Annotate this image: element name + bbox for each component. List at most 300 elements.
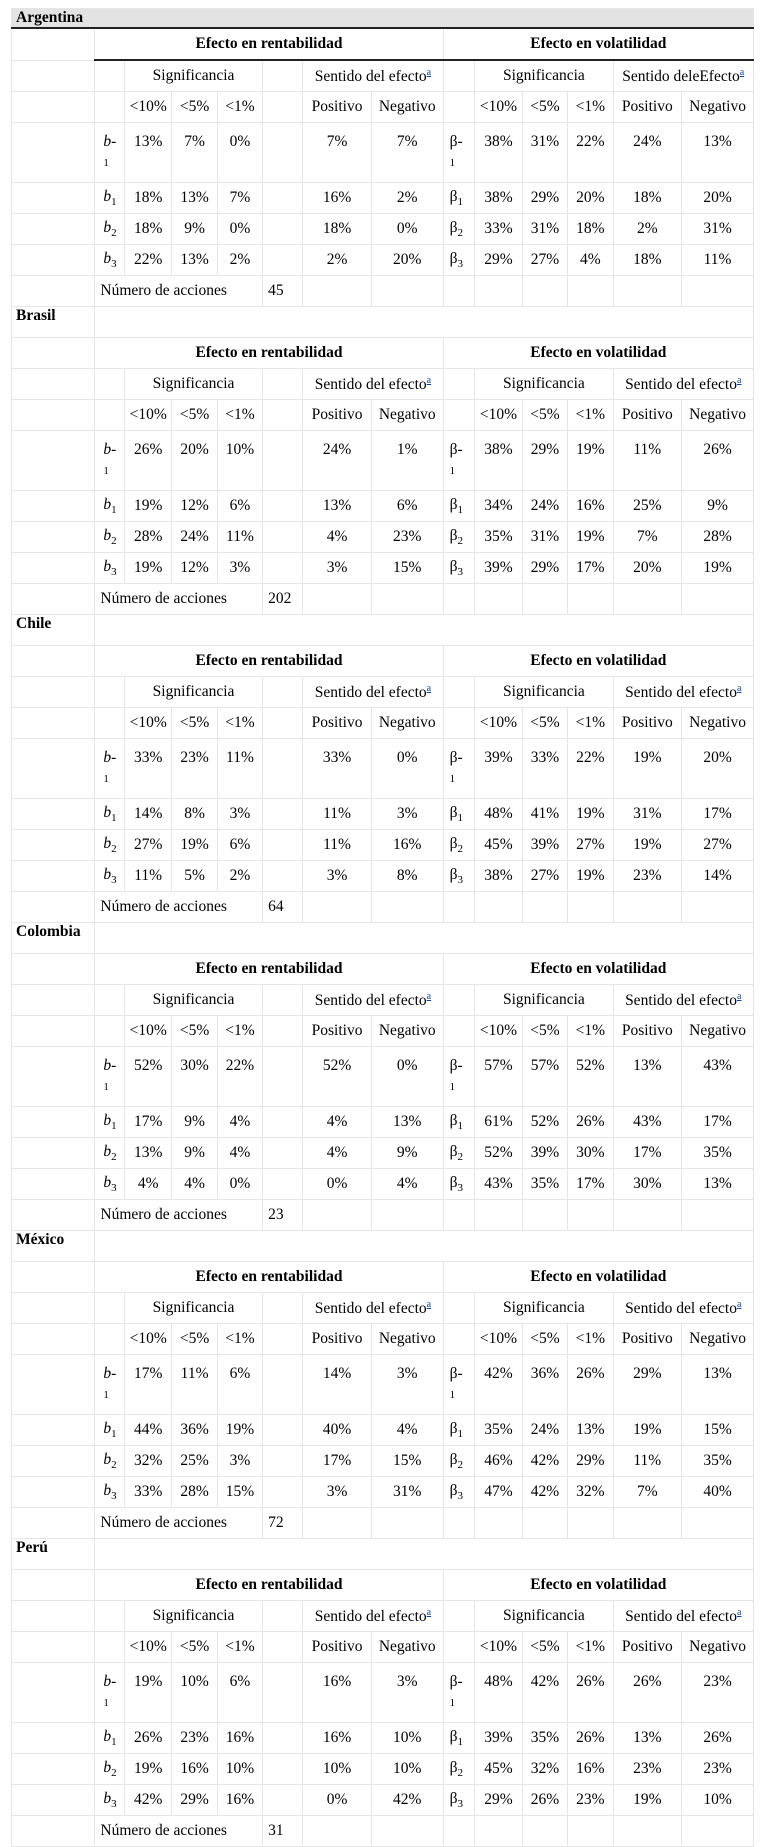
value-cell: 6% bbox=[217, 1663, 262, 1723]
footnote-link[interactable]: a bbox=[739, 66, 745, 78]
empty-cell bbox=[613, 1816, 682, 1847]
level-5: <5% bbox=[522, 1016, 567, 1047]
empty-cell bbox=[263, 553, 303, 584]
value-cell: 29% bbox=[522, 553, 567, 584]
significancia-header: Significancia bbox=[475, 1293, 613, 1324]
value-cell: 26% bbox=[522, 1785, 567, 1816]
coef-label-b bbox=[95, 830, 125, 861]
value-cell: 13% bbox=[613, 1047, 682, 1107]
value-cell: 0% bbox=[303, 1169, 372, 1200]
value-cell: 31% bbox=[522, 522, 567, 553]
value-cell: 52% bbox=[522, 1107, 567, 1138]
coef-label-b bbox=[95, 739, 125, 799]
sentido-label: Sentido deleEfecto bbox=[622, 67, 740, 85]
value-cell: 45% bbox=[475, 1754, 522, 1785]
value-cell: 7% bbox=[613, 1477, 682, 1508]
group-volatilidad: Efecto en volatilidad bbox=[443, 646, 753, 677]
empty-cell bbox=[12, 522, 95, 553]
coef-symbol: b bbox=[103, 1727, 112, 1745]
coef-label-beta bbox=[443, 739, 475, 799]
value-cell: 7% bbox=[303, 123, 372, 183]
value-cell: 3% bbox=[217, 553, 262, 584]
positivo-header: Positivo bbox=[613, 92, 682, 123]
value-cell: 14% bbox=[124, 799, 171, 830]
empty-cell bbox=[613, 276, 682, 307]
value-cell: 52% bbox=[475, 1138, 522, 1169]
coefficient-row bbox=[12, 522, 754, 553]
group-rentabilidad: Efecto en rentabilidad bbox=[95, 1262, 443, 1293]
significancia-header: Significancia bbox=[124, 369, 262, 400]
coef-subscript: 2 bbox=[111, 842, 117, 855]
value-cell: 17% bbox=[613, 1138, 682, 1169]
empty-cell bbox=[263, 123, 303, 183]
coef-subscript: 3 bbox=[457, 1181, 463, 1194]
empty-cell bbox=[263, 1663, 303, 1723]
coef-symbol: b bbox=[103, 1419, 112, 1437]
sentido-header bbox=[613, 1293, 754, 1324]
positivo-header: Positivo bbox=[303, 92, 372, 123]
sentido-header bbox=[613, 369, 754, 400]
coef-subscript: 1 bbox=[103, 1389, 109, 1402]
footnote-link[interactable]: a bbox=[426, 66, 432, 78]
num-acciones-row bbox=[12, 584, 754, 615]
empty-cell bbox=[12, 60, 95, 92]
level-5: <5% bbox=[522, 92, 567, 123]
coef-label-b bbox=[95, 861, 125, 892]
num-acciones-label: Número de acciones bbox=[95, 892, 263, 923]
empty-cell bbox=[443, 1508, 475, 1539]
value-cell: 4% bbox=[217, 1107, 262, 1138]
coefficient-row bbox=[12, 1047, 754, 1107]
value-cell: 32% bbox=[124, 1446, 171, 1477]
value-cell: 22% bbox=[568, 739, 613, 799]
coefficient-row bbox=[12, 1477, 754, 1508]
empty-cell bbox=[303, 276, 372, 307]
value-cell: 20% bbox=[172, 431, 217, 491]
negativo-header: Negativo bbox=[371, 92, 443, 123]
value-cell: 22% bbox=[124, 245, 171, 276]
sentido-label: Sentido del efecto bbox=[314, 683, 427, 701]
value-cell: 14% bbox=[303, 1355, 372, 1415]
num-acciones-label: Número de acciones bbox=[95, 584, 263, 615]
empty-cell bbox=[95, 92, 125, 123]
empty-cell bbox=[263, 861, 303, 892]
empty-cell bbox=[263, 1138, 303, 1169]
significancia-header: Significancia bbox=[475, 677, 613, 708]
value-cell: 19% bbox=[613, 739, 682, 799]
empty-cell bbox=[12, 954, 95, 985]
footnote-link[interactable]: a bbox=[736, 1298, 742, 1310]
significancia-header: Significancia bbox=[124, 677, 262, 708]
level-header-row bbox=[12, 708, 754, 739]
coef-symbol: β bbox=[449, 441, 458, 458]
value-cell: 13% bbox=[682, 1169, 754, 1200]
lag-mark: - bbox=[111, 1673, 117, 1690]
value-cell: 52% bbox=[124, 1047, 171, 1107]
coef-symbol: β bbox=[449, 803, 458, 821]
empty-cell bbox=[443, 1816, 475, 1847]
coef-symbol: b bbox=[103, 1450, 112, 1468]
empty-cell bbox=[12, 1446, 95, 1477]
empty-cell bbox=[371, 1200, 443, 1231]
empty-cell bbox=[443, 1324, 475, 1355]
empty-cell bbox=[12, 1262, 95, 1293]
value-cell: 10% bbox=[303, 1754, 372, 1785]
group-volatilidad: Efecto en volatilidad bbox=[443, 1570, 753, 1601]
value-cell: 20% bbox=[682, 739, 754, 799]
significancia-header: Significancia bbox=[124, 1601, 262, 1632]
level-10: <10% bbox=[124, 1324, 171, 1355]
lag-mark: - bbox=[457, 1057, 463, 1074]
value-cell: 20% bbox=[568, 183, 613, 214]
lag-mark: - bbox=[457, 441, 463, 458]
empty-cell bbox=[522, 1816, 567, 1847]
coef-subscript: 2 bbox=[457, 226, 463, 239]
coef-subscript: 1 bbox=[449, 1081, 456, 1094]
coef-label-beta bbox=[443, 861, 475, 892]
coefficient-row bbox=[12, 739, 754, 799]
coef-label-b bbox=[95, 1477, 125, 1508]
value-cell: 27% bbox=[568, 830, 613, 861]
coef-subscript: 1 bbox=[457, 1735, 463, 1748]
value-cell: 15% bbox=[371, 1446, 443, 1477]
value-cell: 33% bbox=[475, 214, 522, 245]
value-cell: 29% bbox=[475, 1785, 522, 1816]
empty-cell bbox=[522, 276, 567, 307]
coef-subscript: 3 bbox=[457, 873, 463, 886]
subheader-row bbox=[12, 1601, 754, 1632]
value-cell: 26% bbox=[124, 431, 171, 491]
value-cell: 16% bbox=[303, 1723, 372, 1754]
empty-cell bbox=[682, 1816, 754, 1847]
positivo-header: Positivo bbox=[303, 708, 372, 739]
coef-symbol: b bbox=[103, 1057, 112, 1074]
coef-subscript: 1 bbox=[103, 773, 109, 786]
coef-symbol: β bbox=[449, 133, 458, 150]
coef-subscript: 2 bbox=[457, 842, 463, 855]
value-cell: 6% bbox=[217, 1355, 262, 1415]
value-cell: 2% bbox=[613, 214, 682, 245]
coef-label-beta bbox=[443, 1785, 475, 1816]
sentido-header bbox=[613, 1601, 754, 1632]
coef-label-b bbox=[95, 1663, 125, 1723]
coef-subscript: 1 bbox=[457, 1119, 463, 1132]
level-1: <1% bbox=[217, 400, 262, 431]
empty-cell bbox=[443, 92, 475, 123]
coef-label-beta bbox=[443, 1138, 475, 1169]
coef-subscript: 3 bbox=[457, 257, 463, 270]
level-header-row bbox=[12, 92, 754, 123]
footnote-link[interactable]: a bbox=[426, 990, 432, 1002]
coef-subscript: 1 bbox=[449, 465, 456, 478]
value-cell: 33% bbox=[124, 1477, 171, 1508]
level-10: <10% bbox=[124, 1016, 171, 1047]
value-cell: 6% bbox=[217, 830, 262, 861]
footnote-link[interactable]: a bbox=[426, 1606, 432, 1618]
value-cell: 13% bbox=[568, 1415, 613, 1446]
empty-cell bbox=[475, 1816, 522, 1847]
coefficient-row bbox=[12, 861, 754, 892]
country-name: Brasil bbox=[12, 307, 95, 338]
value-cell: 26% bbox=[682, 1723, 754, 1754]
empty-cell bbox=[95, 615, 754, 646]
empty-cell bbox=[522, 584, 567, 615]
coef-subscript: 3 bbox=[111, 565, 117, 578]
empty-cell bbox=[12, 1785, 95, 1816]
empty-cell bbox=[263, 1047, 303, 1107]
group-header-row bbox=[12, 646, 754, 677]
value-cell: 35% bbox=[475, 1415, 522, 1446]
value-cell: 17% bbox=[303, 1446, 372, 1477]
coef-symbol: b bbox=[103, 1111, 112, 1129]
footnote-link[interactable]: a bbox=[426, 682, 432, 694]
lag-mark: - bbox=[457, 749, 463, 766]
coef-symbol: β bbox=[449, 1365, 458, 1382]
empty-cell bbox=[263, 677, 303, 708]
num-acciones-row bbox=[12, 892, 754, 923]
group-rentabilidad: Efecto en rentabilidad bbox=[95, 954, 443, 985]
empty-cell bbox=[12, 1138, 95, 1169]
value-cell: 28% bbox=[172, 1477, 217, 1508]
empty-cell bbox=[475, 584, 522, 615]
lag-mark: - bbox=[457, 133, 463, 150]
positivo-header: Positivo bbox=[613, 708, 682, 739]
empty-cell bbox=[263, 1293, 303, 1324]
num-acciones-row bbox=[12, 1508, 754, 1539]
footnote-link[interactable]: a bbox=[736, 1606, 742, 1618]
sentido-header bbox=[303, 1601, 443, 1632]
coef-subscript: 3 bbox=[457, 1489, 463, 1502]
value-cell: 19% bbox=[124, 491, 171, 522]
coef-subscript: 1 bbox=[457, 195, 463, 208]
value-cell: 52% bbox=[303, 1047, 372, 1107]
positivo-header: Positivo bbox=[613, 1324, 682, 1355]
positivo-header: Positivo bbox=[303, 1324, 372, 1355]
group-rentabilidad: Efecto en rentabilidad bbox=[95, 28, 443, 60]
value-cell: 16% bbox=[172, 1754, 217, 1785]
value-cell: 9% bbox=[172, 214, 217, 245]
value-cell: 42% bbox=[475, 1355, 522, 1415]
value-cell: 3% bbox=[303, 1477, 372, 1508]
empty-cell bbox=[12, 1663, 95, 1723]
value-cell: 17% bbox=[568, 553, 613, 584]
level-5: <5% bbox=[172, 92, 217, 123]
value-cell: 35% bbox=[522, 1723, 567, 1754]
empty-cell bbox=[12, 1508, 95, 1539]
empty-cell bbox=[12, 400, 95, 431]
empty-cell bbox=[263, 985, 303, 1016]
coefficient-row bbox=[12, 1723, 754, 1754]
value-cell: 18% bbox=[613, 245, 682, 276]
empty-cell bbox=[12, 1723, 95, 1754]
empty-cell bbox=[95, 1324, 125, 1355]
value-cell: 41% bbox=[522, 799, 567, 830]
value-cell: 0% bbox=[371, 1047, 443, 1107]
value-cell: 30% bbox=[568, 1138, 613, 1169]
value-cell: 40% bbox=[682, 1477, 754, 1508]
level-10: <10% bbox=[124, 92, 171, 123]
footnote-link[interactable]: a bbox=[736, 374, 742, 386]
lag-mark: - bbox=[457, 1365, 463, 1382]
empty-cell bbox=[443, 1016, 475, 1047]
empty-cell bbox=[263, 1107, 303, 1138]
footnote-link[interactable]: a bbox=[426, 1298, 432, 1310]
empty-cell bbox=[12, 183, 95, 214]
empty-cell bbox=[12, 123, 95, 183]
empty-cell bbox=[371, 892, 443, 923]
level-5: <5% bbox=[172, 708, 217, 739]
coef-label-beta bbox=[443, 214, 475, 245]
coef-symbol: b bbox=[103, 1673, 112, 1690]
coef-label-b bbox=[95, 522, 125, 553]
coef-symbol: β bbox=[449, 834, 458, 852]
value-cell: 23% bbox=[172, 1723, 217, 1754]
value-cell: 29% bbox=[613, 1355, 682, 1415]
empty-cell bbox=[263, 739, 303, 799]
significancia-header: Significancia bbox=[124, 60, 262, 92]
value-cell: 39% bbox=[475, 553, 522, 584]
coef-label-beta bbox=[443, 1355, 475, 1415]
empty-cell bbox=[443, 708, 475, 739]
coef-symbol: b bbox=[103, 495, 112, 513]
coef-subscript: 2 bbox=[457, 1766, 463, 1779]
level-5: <5% bbox=[522, 708, 567, 739]
coef-label-beta bbox=[443, 1169, 475, 1200]
coef-label-b bbox=[95, 431, 125, 491]
coef-symbol: b bbox=[103, 218, 112, 236]
positivo-header: Positivo bbox=[613, 400, 682, 431]
footnote-link[interactable]: a bbox=[736, 682, 742, 694]
value-cell: 19% bbox=[124, 1663, 171, 1723]
sentido-header bbox=[613, 985, 754, 1016]
sentido-label: Sentido del efecto bbox=[314, 991, 427, 1009]
positivo-header: Positivo bbox=[613, 1632, 682, 1663]
coefficient-row bbox=[12, 245, 754, 276]
coef-label-beta bbox=[443, 1415, 475, 1446]
value-cell: 16% bbox=[217, 1723, 262, 1754]
sentido-header bbox=[303, 677, 443, 708]
empty-cell bbox=[263, 799, 303, 830]
coef-symbol: b bbox=[103, 133, 112, 150]
level-10: <10% bbox=[475, 92, 522, 123]
num-acciones-value: 45 bbox=[263, 276, 303, 307]
positivo-header: Positivo bbox=[303, 1016, 372, 1047]
significancia-header: Significancia bbox=[475, 369, 613, 400]
level-1: <1% bbox=[217, 708, 262, 739]
value-cell: 15% bbox=[371, 553, 443, 584]
value-cell: 16% bbox=[303, 1663, 372, 1723]
num-acciones-label: Número de acciones bbox=[95, 1508, 263, 1539]
coef-label-beta bbox=[443, 491, 475, 522]
coef-label-beta bbox=[443, 245, 475, 276]
value-cell: 26% bbox=[568, 1107, 613, 1138]
coef-symbol: b bbox=[103, 1758, 112, 1776]
value-cell: 39% bbox=[475, 1723, 522, 1754]
sentido-label: Sentido del efecto bbox=[314, 375, 427, 393]
value-cell: 9% bbox=[172, 1138, 217, 1169]
value-cell: 4% bbox=[124, 1169, 171, 1200]
coef-symbol: b bbox=[103, 1365, 112, 1382]
value-cell: 15% bbox=[217, 1477, 262, 1508]
footnote-link[interactable]: a bbox=[736, 990, 742, 1002]
coef-symbol: b bbox=[103, 441, 112, 458]
coef-symbol: β bbox=[449, 218, 458, 236]
lag-mark: - bbox=[111, 749, 117, 766]
empty-cell bbox=[371, 276, 443, 307]
empty-cell bbox=[475, 1200, 522, 1231]
level-1: <1% bbox=[217, 1324, 262, 1355]
value-cell: 16% bbox=[371, 830, 443, 861]
positivo-header: Positivo bbox=[613, 1016, 682, 1047]
empty-cell bbox=[12, 646, 95, 677]
coef-subscript: 2 bbox=[111, 226, 117, 239]
negativo-header: Negativo bbox=[682, 92, 754, 123]
level-1: <1% bbox=[217, 92, 262, 123]
empty-cell bbox=[263, 431, 303, 491]
coef-subscript: 3 bbox=[111, 257, 117, 270]
num-acciones-row bbox=[12, 276, 754, 307]
level-header-row bbox=[12, 1632, 754, 1663]
value-cell: 39% bbox=[522, 830, 567, 861]
subheader-row bbox=[12, 60, 754, 92]
value-cell: 27% bbox=[682, 830, 754, 861]
group-rentabilidad: Efecto en rentabilidad bbox=[95, 1570, 443, 1601]
level-5: <5% bbox=[172, 400, 217, 431]
empty-cell bbox=[95, 369, 125, 400]
value-cell: 24% bbox=[303, 431, 372, 491]
significancia-header: Significancia bbox=[475, 1601, 613, 1632]
value-cell: 48% bbox=[475, 799, 522, 830]
coefficient-row bbox=[12, 799, 754, 830]
coef-subscript: 1 bbox=[111, 811, 117, 824]
value-cell: 19% bbox=[172, 830, 217, 861]
level-10: <10% bbox=[124, 400, 171, 431]
empty-cell bbox=[522, 892, 567, 923]
empty-cell bbox=[95, 985, 125, 1016]
coefficient-row bbox=[12, 830, 754, 861]
value-cell: 27% bbox=[522, 245, 567, 276]
value-cell: 13% bbox=[172, 183, 217, 214]
negativo-header: Negativo bbox=[371, 400, 443, 431]
group-header-row bbox=[12, 1570, 754, 1601]
coef-subscript: 1 bbox=[449, 1389, 456, 1402]
coef-subscript: 2 bbox=[111, 1150, 117, 1163]
empty-cell bbox=[12, 861, 95, 892]
coef-symbol: β bbox=[449, 1727, 458, 1745]
coef-label-beta bbox=[443, 431, 475, 491]
num-acciones-row bbox=[12, 1200, 754, 1231]
coefficient-row bbox=[12, 123, 754, 183]
coef-symbol: β bbox=[449, 1789, 458, 1807]
level-header-row bbox=[12, 1016, 754, 1047]
footnote-link[interactable]: a bbox=[426, 374, 432, 386]
negativo-header: Negativo bbox=[682, 1016, 754, 1047]
value-cell: 4% bbox=[303, 1138, 372, 1169]
value-cell: 28% bbox=[682, 522, 754, 553]
value-cell: 17% bbox=[568, 1169, 613, 1200]
value-cell: 20% bbox=[371, 245, 443, 276]
value-cell: 9% bbox=[371, 1138, 443, 1169]
value-cell: 20% bbox=[613, 553, 682, 584]
empty-cell bbox=[12, 1200, 95, 1231]
value-cell: 19% bbox=[613, 1785, 682, 1816]
value-cell: 19% bbox=[682, 553, 754, 584]
value-cell: 30% bbox=[172, 1047, 217, 1107]
value-cell: 13% bbox=[682, 123, 754, 183]
value-cell: 48% bbox=[475, 1663, 522, 1723]
coefficient-row bbox=[12, 183, 754, 214]
coef-subscript: 3 bbox=[457, 565, 463, 578]
